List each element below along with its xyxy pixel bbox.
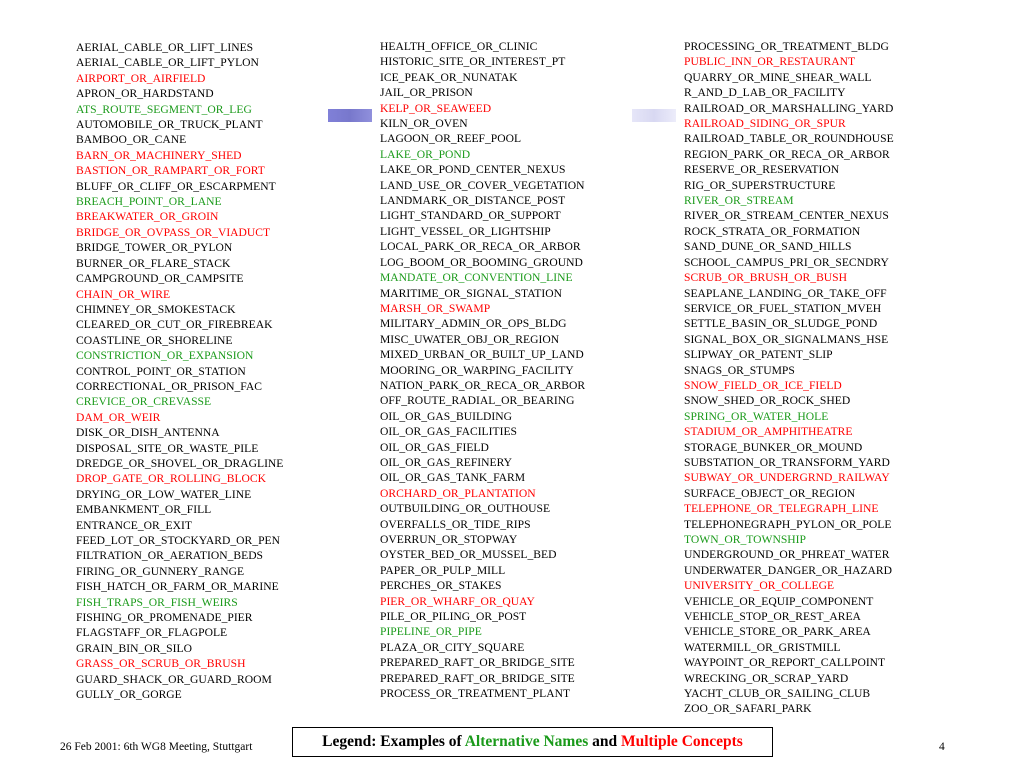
term-item: RIVER_OR_STREAM [684, 194, 794, 208]
term-item: RAILROAD_SIDING_OR_SPUR [684, 117, 846, 131]
term-item: ICE_PEAK_OR_NUNATAK [380, 70, 518, 84]
term-item: OVERRUN_OR_STOPWAY [380, 533, 518, 546]
decorative-swatch-right [632, 109, 676, 122]
term-item: VEHICLE_OR_EQUIP_COMPONENT [684, 594, 874, 608]
term-item: DREDGE_OR_SHOVEL_OR_DRAGLINE [76, 456, 284, 470]
term-item: STORAGE_BUNKER_OR_MOUND [684, 440, 863, 454]
term-item: LOG_BOOM_OR_BOOMING_GROUND [380, 255, 583, 269]
term-item: CLEARED_OR_CUT_OR_FIREBREAK [76, 318, 273, 332]
term-item: DRYING_OR_LOW_WATER_LINE [76, 487, 252, 501]
legend-and: and [588, 733, 621, 750]
term-item: KILN_OR_OVEN [380, 117, 468, 131]
term-item: OIL_OR_GAS_BUILDING [380, 409, 513, 423]
term-item: PILE_OR_PILING_OR_POST [380, 610, 527, 624]
term-item: OYSTER_BED_OR_MUSSEL_BED [380, 548, 557, 562]
term-item: SERVICE_OR_FUEL_STATION_MVEH [684, 301, 882, 315]
term-item: STADIUM_OR_AMPHITHEATRE [684, 425, 853, 439]
term-item: GRAIN_BIN_OR_SILO [76, 641, 192, 655]
term-item: BRIDGE_TOWER_OR_PYLON [76, 241, 233, 255]
term-item: AERIAL_CABLE_OR_LIFT_PYLON [76, 56, 259, 70]
term-item: SETTLE_BASIN_OR_SLUDGE_POND [684, 317, 878, 331]
term-item: ZOO_OR_SAFARI_PARK [684, 702, 812, 716]
term-item: CAMPGROUND_OR_CAMPSITE [76, 272, 244, 286]
term-item: PUBLIC_INN_OR_RESTAURANT [684, 55, 856, 69]
term-item: PAPER_OR_PULP_MILL [380, 563, 506, 577]
term-item: FISH_HATCH_OR_FARM_OR_MARINE [76, 580, 279, 594]
term-item: PREPARED_RAFT_OR_BRIDGE_SITE [380, 671, 575, 685]
term-item: DROP_GATE_OR_ROLLING_BLOCK [76, 472, 267, 486]
term-item: BRIDGE_OR_OVPASS_OR_VIADUCT [76, 225, 271, 239]
page-number: 4 [939, 741, 945, 753]
term-item: AUTOMOBILE_OR_TRUCK_PLANT [76, 118, 263, 132]
term-item: OFF_ROUTE_RADIAL_OR_BEARING [380, 394, 575, 408]
term-item: FILTRATION_OR_AERATION_BEDS [76, 549, 264, 563]
term-item: OUTBUILDING_OR_OUTHOUSE [380, 502, 551, 516]
term-item: FISH_TRAPS_OR_FISH_WEIRS [76, 595, 238, 609]
legend-prefix: Legend: Examples of [322, 733, 465, 750]
term-item: LANDMARK_OR_DISTANCE_POST [380, 194, 566, 208]
footer-meeting-info: 26 Feb 2001: 6th WG8 Meeting, Stuttgart [60, 741, 253, 753]
term-item: DAM_OR_WEIR [76, 410, 161, 424]
term-item: UNDERWATER_DANGER_OR_HAZARD [684, 563, 893, 577]
term-item: SNOW_FIELD_OR_ICE_FIELD [684, 378, 842, 392]
term-item: YACHT_CLUB_OR_SAILING_CLUB [684, 687, 871, 701]
term-item: BAMBOO_OR_CANE [76, 133, 187, 147]
term-item: SUBWAY_OR_UNDERGRND_RAILWAY [684, 471, 890, 485]
term-item: LOCAL_PARK_OR_RECA_OR_ARBOR [380, 240, 581, 254]
term-item: OIL_OR_GAS_FACILITIES [380, 425, 517, 439]
legend-box [292, 727, 773, 757]
term-item: COASTLINE_OR_SHORELINE [76, 333, 233, 347]
term-item: BREAKWATER_OR_GROIN [76, 210, 219, 224]
term-item: SUBSTATION_OR_TRANSFORM_YARD [684, 455, 890, 469]
term-item: VEHICLE_STOP_OR_REST_AREA [684, 610, 861, 624]
term-item: LAKE_OR_POND [380, 147, 471, 161]
term-item: EMBANKMENT_OR_FILL [76, 503, 212, 517]
term-item: OVERFALLS_OR_TIDE_RIPS [380, 517, 531, 531]
term-item: FEED_LOT_OR_STOCKYARD_OR_PEN [76, 534, 280, 547]
term-item: MOORING_OR_WARPING_FACILITY [380, 363, 574, 377]
term-item: SCRUB_OR_BRUSH_OR_BUSH [684, 271, 848, 285]
term-item: SURFACE_OBJECT_OR_REGION [684, 486, 856, 500]
term-item: SLIPWAY_OR_PATENT_SLIP [684, 348, 833, 362]
term-item: BARN_OR_MACHINERY_SHED [76, 148, 242, 162]
term-item: BURNER_OR_FLARE_STACK [76, 256, 231, 270]
term-item: JAIL_OR_PRISON [380, 86, 473, 100]
term-item: QUARRY_OR_MINE_SHEAR_WALL [684, 70, 872, 84]
term-item: VEHICLE_STORE_OR_PARK_AREA [684, 625, 871, 639]
term-item: PLAZA_OR_CITY_SQUARE [380, 640, 525, 654]
term-item: SIGNAL_BOX_OR_SIGNALMANS_HSE [684, 332, 889, 346]
legend-alternative-names: Alternative Names [464, 733, 589, 750]
term-item: UNDERGROUND_OR_PHREAT_WATER [684, 548, 890, 562]
term-item: CORRECTIONAL_OR_PRISON_FAC [76, 379, 262, 393]
term-item: HEALTH_OFFICE_OR_CLINIC [380, 40, 538, 53]
term-item: SCHOOL_CAMPUS_PRI_OR_SECNDRY [684, 255, 889, 269]
term-item: BREACH_POINT_OR_LANE [76, 195, 222, 209]
term-item: PROCESSING_OR_TREATMENT_BLDG [684, 40, 889, 53]
term-item: PERCHES_OR_STAKES [380, 579, 502, 593]
term-item: CONTROL_POINT_OR_STATION [76, 364, 246, 378]
decorative-swatch-left [328, 109, 372, 122]
term-item: CHAIN_OR_WIRE [76, 287, 171, 301]
term-item: PROCESS_OR_TREATMENT_PLANT [380, 687, 571, 701]
term-item: UNIVERSITY_OR_COLLEGE [684, 579, 835, 593]
term-item: SEAPLANE_LANDING_OR_TAKE_OFF [684, 286, 887, 300]
term-item: DISPOSAL_SITE_OR_WASTE_PILE [76, 441, 259, 455]
term-item: SNOW_SHED_OR_ROCK_SHED [684, 394, 851, 408]
term-item: RIG_OR_SUPERSTRUCTURE [684, 178, 836, 192]
term-item: FISHING_OR_PROMENADE_PIER [76, 611, 253, 625]
term-item: OIL_OR_GAS_REFINERY [380, 455, 513, 469]
term-item: OIL_OR_GAS_TANK_FARM [380, 471, 526, 485]
term-item: LAND_USE_OR_COVER_VEGETATION [380, 178, 585, 192]
term-item: MARSH_OR_SWAMP [380, 301, 491, 315]
term-item: MILITARY_ADMIN_OR_OPS_BLDG [380, 317, 567, 331]
term-item: RAILROAD_OR_MARSHALLING_YARD [684, 101, 894, 115]
term-item: APRON_OR_HARDSTAND [76, 87, 214, 101]
term-item: LAKE_OR_POND_CENTER_NEXUS [380, 163, 566, 177]
term-item: SPRING_OR_WATER_HOLE [684, 409, 829, 423]
term-item: MARITIME_OR_SIGNAL_STATION [380, 286, 562, 300]
term-item: HISTORIC_SITE_OR_INTEREST_PT [380, 55, 566, 69]
term-item: MANDATE_OR_CONVENTION_LINE [380, 271, 573, 285]
term-item: NATION_PARK_OR_RECA_OR_ARBOR [380, 378, 586, 392]
term-item: TELEPHONEGRAPH_PYLON_OR_POLE [684, 517, 892, 531]
term-item: SNAGS_OR_STUMPS [684, 363, 795, 377]
term-item: MIXED_URBAN_OR_BUILT_UP_LAND [380, 348, 584, 362]
term-item: ORCHARD_OR_PLANTATION [380, 486, 536, 500]
term-item: CHIMNEY_OR_SMOKESTACK [76, 302, 236, 316]
term-item: GRASS_OR_SCRUB_OR_BRUSH [76, 657, 246, 671]
term-item: ROCK_STRATA_OR_FORMATION [684, 224, 861, 238]
term-item: PIER_OR_WHARF_OR_QUAY [380, 594, 535, 608]
term-item: ENTRANCE_OR_EXIT [76, 518, 192, 532]
term-item: FLAGSTAFF_OR_FLAGPOLE [76, 626, 228, 640]
term-item: CONSTRICTION_OR_EXPANSION [76, 349, 254, 363]
term-item: DISK_OR_DISH_ANTENNA [76, 426, 220, 440]
term-item: REGION_PARK_OR_RECA_OR_ARBOR [684, 147, 890, 161]
term-item: WRECKING_OR_SCRAP_YARD [684, 671, 849, 685]
term-column-3 [684, 39, 894, 717]
term-item: WAYPOINT_OR_REPORT_CALLPOINT [684, 656, 886, 670]
term-item: RESERVE_OR_RESERVATION [684, 163, 840, 177]
term-item: GULLY_OR_GORGE [76, 688, 182, 702]
term-item: TELEPHONE_OR_TELEGRAPH_LINE [684, 502, 879, 516]
term-item: ATS_ROUTE_SEGMENT_OR_LEG [76, 102, 252, 116]
term-item: R_AND_D_LAB_OR_FACILITY [684, 86, 846, 100]
term-column-1 [76, 40, 283, 702]
term-item: SAND_DUNE_OR_SAND_HILLS [684, 240, 852, 254]
term-item: WATERMILL_OR_GRISTMILL [684, 640, 841, 654]
term-item: LAGOON_OR_REEF_POOL [380, 132, 522, 146]
term-item: MISC_UWATER_OBJ_OR_REGION [380, 332, 560, 346]
term-item: LIGHT_VESSEL_OR_LIGHTSHIP [380, 224, 551, 238]
term-column-2 [380, 39, 585, 701]
term-item: BLUFF_OR_CLIFF_OR_ESCARPMENT [76, 179, 276, 193]
term-item: PREPARED_RAFT_OR_BRIDGE_SITE [380, 656, 575, 670]
term-item: GUARD_SHACK_OR_GUARD_ROOM [76, 672, 272, 686]
term-item: RIVER_OR_STREAM_CENTER_NEXUS [684, 209, 889, 223]
term-item: FIRING_OR_GUNNERY_RANGE [76, 564, 245, 578]
term-item: AIRPORT_OR_AIRFIELD [76, 71, 206, 85]
term-item: CREVICE_OR_CREVASSE [76, 395, 212, 409]
legend-multiple-concepts: Multiple Concepts [620, 733, 743, 750]
term-item: OIL_OR_GAS_FIELD [380, 440, 489, 454]
term-item: TOWN_OR_TOWNSHIP [684, 533, 806, 546]
term-item: AERIAL_CABLE_OR_LIFT_LINES [76, 41, 254, 54]
term-item: LIGHT_STANDARD_OR_SUPPORT [380, 209, 561, 223]
term-item: RAILROAD_TABLE_OR_ROUNDHOUSE [684, 132, 894, 146]
term-item: BASTION_OR_RAMPART_OR_FORT [76, 164, 265, 178]
term-item: PIPELINE_OR_PIPE [380, 625, 482, 639]
term-item: KELP_OR_SEAWEED [380, 101, 492, 115]
